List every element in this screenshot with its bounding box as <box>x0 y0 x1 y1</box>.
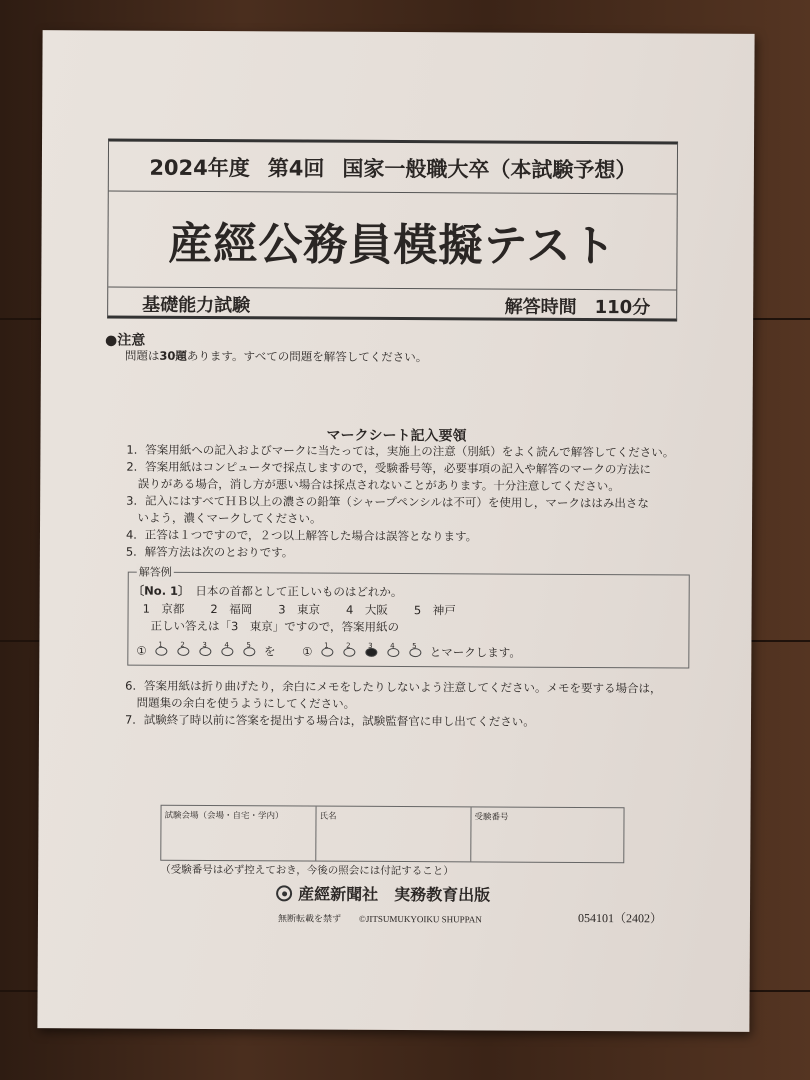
instructions-heading: マークシート記入要領 <box>326 427 467 445</box>
publisher-logo: 産經新聞社 実務教育出版 <box>276 881 490 905</box>
bubble-empty-icon: 1 <box>321 648 333 657</box>
product-code: 054101（2402） <box>577 910 663 926</box>
example-label: 解答例 <box>137 564 174 581</box>
form-note: （受験番号は必ず控えておき，今後の照会には付記すること） <box>160 863 454 878</box>
bubble-filled-icon: 3 <box>365 648 377 657</box>
instruction-line: 3．記入にはすべてＨＢ以上の濃さの鉛筆（シャープペンシルは不可）を使用し，マークははみ出さな <box>126 493 649 511</box>
bubble-empty-icon: 5 <box>409 648 421 657</box>
exam-booklet <box>37 30 754 1032</box>
instructions-list <box>126 442 674 564</box>
example-question: 〔No. 1〕 日本の首都として正しいものはどれか。 <box>132 583 403 600</box>
bubble-empty-icon: 4 <box>221 647 233 656</box>
instruction-line: 誤りがある場合，消し方が悪い場合は採点されないことがあります。十分注意してください。 <box>126 476 620 494</box>
example-choices: 1 京都 2 福岡 3 東京 4 大阪 5 神戸 <box>142 601 456 618</box>
exam-info-row <box>109 141 677 194</box>
time-value: 110分 <box>594 296 651 318</box>
instruction-line: 6．答案用紙は折り曲げたり，余白にメモをしたりしないよう注意してください。メモを要する場合は， <box>125 678 662 696</box>
bubble-empty-icon: 3 <box>199 647 211 656</box>
exam-number-field[interactable]: 受験番号 <box>474 812 509 823</box>
year: 2024年度 <box>149 155 250 180</box>
instruction-line: 2．答案用紙はコンピュータで採点しますので，受験番号等，必要事項の記入や解答のマークの方法に <box>126 459 651 477</box>
title-box <box>107 138 678 321</box>
bubble-empty-icon: 2 <box>343 648 355 657</box>
sankei-logo-icon <box>276 885 292 901</box>
bubble-empty-icon: 2 <box>177 647 189 656</box>
mark-example: ① 1 2 3 4 5 を ① 1 2 3 4 5 とマークします。 <box>136 640 521 660</box>
instruction-line: 1．答案用紙への記入およびマークに当たっては，実施上の注意（別紙）をよく読んで解答してください。 <box>126 442 675 460</box>
bubble-empty-icon: 1 <box>155 647 167 656</box>
time-label: 解答時間 <box>504 296 577 318</box>
subject: 基礎能力試験 <box>142 294 251 316</box>
instruction-line: いよう，濃くマークしてください。 <box>126 510 322 526</box>
round: 第4回 <box>267 155 325 181</box>
subject-row <box>108 287 676 321</box>
rights-notice: 無断転載を禁ず ©JITSUMUKYOIKU SHUPPAN <box>277 913 482 925</box>
venue-field[interactable]: 試験会場（会場・自宅・学内） <box>161 806 316 861</box>
instructions-after <box>125 678 662 732</box>
instruction-line: 4．正答は１つですので，２つ以上解答した場合は誤答となります。 <box>125 527 478 544</box>
bubble-empty-icon: 4 <box>387 648 399 657</box>
instruction-line: 7．試験終了時以前に答案を提出する場合は，試験監督官に申し出てください。 <box>124 712 535 729</box>
example-explanation: 正しい答えは「3 東京」ですので，答案用紙の <box>150 618 400 635</box>
candidate-form <box>160 805 624 863</box>
notice-heading: ●注意 <box>104 332 146 349</box>
exam-type: 国家一般職大卒（本試験予想） <box>342 156 637 182</box>
bubble-empty-icon: 5 <box>243 647 255 656</box>
name-field[interactable]: 氏名 <box>316 807 471 862</box>
answer-example-box <box>127 565 689 669</box>
notice-text: 問題は30題あります。すべての問題を解答してください。 <box>124 348 428 365</box>
main-title: 産經公務員模擬テスト <box>108 191 676 290</box>
instruction-line: 問題集の余白を使うようにしてください。 <box>125 695 356 711</box>
instruction-line: 5．解答方法は次のとおりです。 <box>125 544 294 560</box>
